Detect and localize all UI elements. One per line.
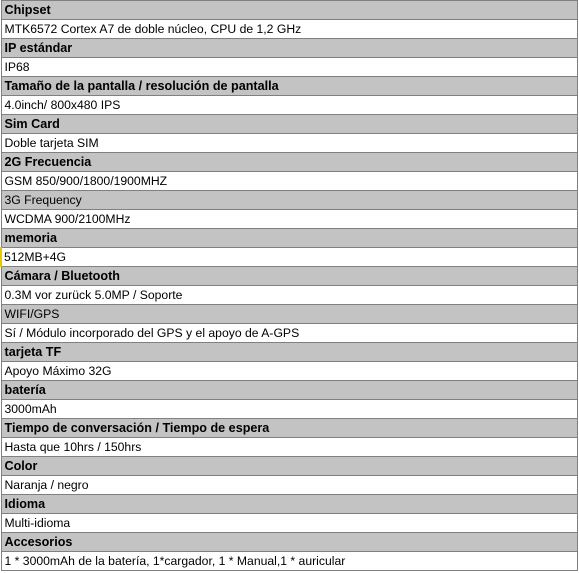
spec-label: Cámara / Bluetooth: [1, 267, 578, 286]
spec-label: batería: [1, 381, 578, 400]
spec-value: 512MB+4G: [1, 248, 578, 267]
spec-label-row: [1, 153, 578, 172]
spec-label: Accesorios: [1, 533, 578, 552]
spec-label: Color: [1, 457, 578, 476]
spec-table-body: [1, 1, 578, 571]
spec-label-row: [1, 191, 578, 210]
spec-value: Sí / Módulo incorporado del GPS y el apoyo de A-GPS: [1, 324, 578, 343]
spec-value: 3000mAh: [1, 400, 578, 419]
spec-label: WIFI/GPS: [1, 305, 578, 324]
spec-value-row: [1, 476, 578, 495]
spec-value-row: [1, 20, 578, 39]
spec-value-row: [1, 210, 578, 229]
spec-label-row: [1, 229, 578, 248]
spec-value: GSM 850/900/1800/1900MHZ: [1, 172, 578, 191]
spec-label-row: [1, 77, 578, 96]
spec-label-row: [1, 115, 578, 134]
spec-value-row: [1, 134, 578, 153]
spec-label: tarjeta TF: [1, 343, 578, 362]
spec-value-row: [1, 172, 578, 191]
spec-value-row: [1, 552, 578, 571]
spec-label-row: [1, 305, 578, 324]
spec-value-row: [1, 96, 578, 115]
spec-label: 3G Frequency: [1, 191, 578, 210]
spec-label-row: [1, 39, 578, 58]
spec-value: WCDMA 900/2100MHz: [1, 210, 578, 229]
spec-value-row: [1, 58, 578, 77]
spec-value-row: [1, 324, 578, 343]
spec-label-row: [1, 343, 578, 362]
spec-value-row: [1, 362, 578, 381]
spec-value: Apoyo Máximo 32G: [1, 362, 578, 381]
spec-label: Tamaño de la pantalla / resolución de pantalla: [1, 77, 578, 96]
spec-value-row: [1, 438, 578, 457]
spec-label: memoria: [1, 229, 578, 248]
spec-value: IP68: [1, 58, 578, 77]
spec-label-row: [1, 457, 578, 476]
spec-value: MTK6572 Cortex A7 de doble núcleo, CPU de 1,2 GHz: [1, 20, 578, 39]
spec-value-row: [1, 400, 578, 419]
spec-label-row: [1, 267, 578, 286]
spec-label-row: [1, 1, 578, 20]
spec-value-row: [1, 286, 578, 305]
spec-label: Idioma: [1, 495, 578, 514]
spec-label: 2G Frecuencia: [1, 153, 578, 172]
spec-value: Naranja / negro: [1, 476, 578, 495]
spec-label: IP estándar: [1, 39, 578, 58]
spec-value: Hasta que 10hrs / 150hrs: [1, 438, 578, 457]
spec-value: 1 * 3000mAh de la batería, 1*cargador, 1 * Manual,1 * auricular: [1, 552, 578, 571]
spec-label: Tiempo de conversación / Tiempo de espera: [1, 419, 578, 438]
spec-value: 4.0inch/ 800x480 IPS: [1, 96, 578, 115]
spec-label-row: [1, 495, 578, 514]
spec-label: Chipset: [1, 1, 578, 20]
spec-label-row: [1, 419, 578, 438]
spec-value-row: [1, 248, 578, 267]
spec-value: Doble tarjeta SIM: [1, 134, 578, 153]
spec-label-row: [1, 533, 578, 552]
spec-value: 0.3M vor zurück 5.0MP / Soporte: [1, 286, 578, 305]
spec-value: Multi-idioma: [1, 514, 578, 533]
spec-label: Sim Card: [1, 115, 578, 134]
spec-value-row: [1, 514, 578, 533]
spec-label-row: [1, 381, 578, 400]
